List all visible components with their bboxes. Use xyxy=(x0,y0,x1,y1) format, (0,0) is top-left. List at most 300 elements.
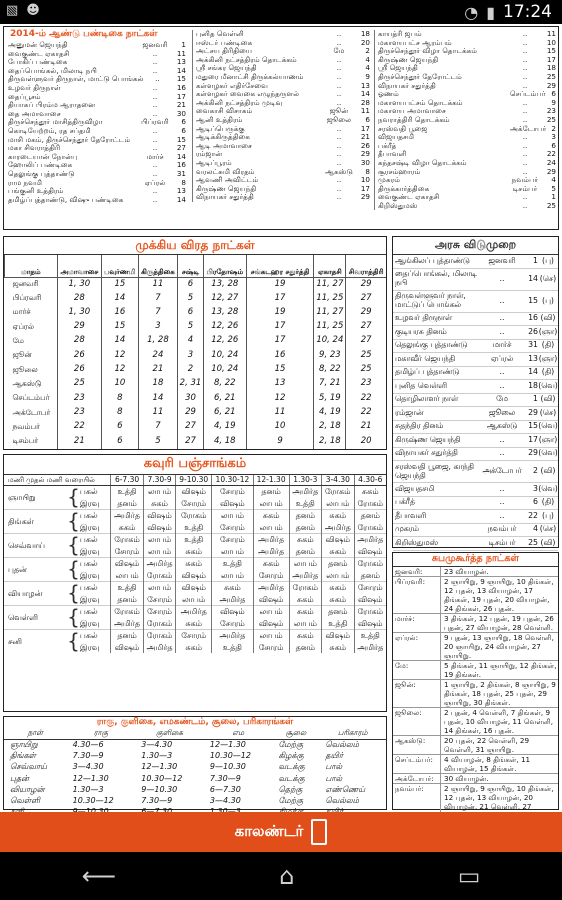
gowri-cell: லாபம் xyxy=(143,534,176,546)
gowri-cell: ரோகம் xyxy=(143,570,176,582)
vrata-cell: 9, 23 xyxy=(314,348,346,362)
gowri-cell: சுகம் xyxy=(253,558,289,570)
vrata-cell: 20 xyxy=(346,434,386,448)
gowri-cell: சுகம் xyxy=(322,510,355,522)
festival-day: 28 xyxy=(360,97,370,107)
status-bar xyxy=(0,0,562,24)
gowri-cell: லாபம் xyxy=(111,570,144,582)
festival-day: 6 xyxy=(551,89,556,99)
holiday-day: 4 xyxy=(533,524,538,534)
app-footer[interactable] xyxy=(0,812,562,852)
festival-month: .. xyxy=(522,140,528,150)
holiday-month: டிசம்பர் xyxy=(488,537,516,547)
vrata-cell: 29 xyxy=(346,306,386,320)
holiday-row xyxy=(393,269,558,291)
gowri-cell: சோரம் xyxy=(212,522,254,534)
gowri-cell: அமிர்த xyxy=(322,522,355,534)
muhurtham-dates: 2 புதன், 4 வெள்ளி, 7 திங்கள், 9 புதன், 10 வியாழன், 11 வெள்ளி, 14 திங்கள், 16 புதன். xyxy=(444,708,554,735)
vrata-cell: 16 xyxy=(101,306,138,320)
festival-name: ஹோலிப் பண்டிகை xyxy=(8,160,73,170)
rahu-cell: 1.30—3 xyxy=(72,784,104,794)
festival-name: சூரசம்ஹாரம் xyxy=(378,166,421,176)
festival-name: ரம்ஜான் xyxy=(196,149,223,159)
festival-day: 27 xyxy=(176,143,186,153)
gowri-period: இரவு xyxy=(79,522,100,532)
muhurtham-month: செப்டம்பர்: xyxy=(393,755,441,773)
festival-name: அக்கினி நட்சத்திரம் தொடக்கம் xyxy=(196,54,297,64)
festival-name: மகா சிவராத்திரி xyxy=(8,143,61,153)
vrata-cell: 11, 25 xyxy=(314,291,346,305)
festival-name: ஆடிப்பூரம் xyxy=(196,157,232,167)
gowri-slot: 4.30-6 xyxy=(354,475,386,486)
gowri-period: பகல் xyxy=(80,486,111,498)
brace-icon: { xyxy=(67,509,80,534)
brace-icon: { xyxy=(67,485,80,510)
holiday-month: அக்டோபர் xyxy=(482,466,522,476)
gowri-cell: ரோகம் xyxy=(354,558,386,570)
rahu-row xyxy=(4,784,386,795)
gowri-cell: விஷம் xyxy=(176,486,212,498)
vrata-cell: ஜூலை xyxy=(12,364,38,374)
festival-name: விஜயதசமி xyxy=(378,132,415,142)
vrata-header: பிரதோஷம் xyxy=(203,255,246,277)
gowri-cell: அமிர்த xyxy=(111,618,144,630)
gowri-cell: அமிர்த xyxy=(111,510,144,522)
festival-name: மதுரை மீனாட்சி திருக்கல்யாணம் xyxy=(196,71,304,81)
vrata-row xyxy=(5,306,387,320)
festival-name: திருக்கார்த்திகை xyxy=(378,183,430,193)
holiday-name: புனித வெள்ளி xyxy=(395,380,447,390)
festival-month: .. xyxy=(152,125,158,135)
gowri-period: பகல் xyxy=(80,606,111,618)
vrata-cell: 25 xyxy=(57,377,101,391)
gowri-cell: சோரம் xyxy=(176,498,212,510)
calendar-page[interactable] xyxy=(0,24,562,812)
gowri-cell: தனம் xyxy=(289,641,322,653)
vrata-cell: 22 xyxy=(346,391,386,405)
holiday-row xyxy=(393,510,558,524)
festival-day: 29 xyxy=(360,149,370,159)
festival-row xyxy=(196,193,370,202)
vrata-cell: 27 xyxy=(178,434,204,448)
festival-day: 29 xyxy=(360,192,370,202)
gowri-cell: லாபம் xyxy=(289,558,322,570)
rahu-cell: பால் xyxy=(325,773,343,783)
vrata-cell: 19 xyxy=(246,306,314,320)
festival-day: 17 xyxy=(360,183,370,193)
holiday-month: மார்ச் xyxy=(492,340,512,350)
gowri-cell: அமிர்த xyxy=(212,594,254,606)
vrata-cell: 12 xyxy=(101,348,138,362)
festival-name: ஆடிக்கிருத்திகை xyxy=(196,132,250,142)
festival-column-2 xyxy=(192,30,370,202)
holiday-row xyxy=(393,407,558,421)
festival-day: 17 xyxy=(176,91,186,101)
vrata-cell: 4 xyxy=(178,334,204,348)
holiday-weekday: (ஞா) xyxy=(538,434,558,444)
muhurtham-month: ஜூன்: xyxy=(393,680,441,707)
festival-name: தெலுங்கு புத்தாண்டு xyxy=(8,168,75,178)
vrata-cell: 27 xyxy=(178,420,204,434)
gowri-cell: ரோகம் xyxy=(111,534,144,546)
festival-day: 15 xyxy=(176,134,186,144)
vrata-cell: 3 xyxy=(178,348,204,362)
rahu-row xyxy=(4,773,386,784)
gowri-day: சனி xyxy=(4,630,67,654)
gowri-cell: தனம் xyxy=(111,498,144,510)
festival-day: 2 xyxy=(551,123,556,133)
festival-month: .. xyxy=(336,175,342,185)
holiday-month: .. xyxy=(499,483,505,493)
festival-day: 21 xyxy=(176,100,186,110)
holiday-row xyxy=(393,313,558,327)
holiday-name: விஜயதசமி xyxy=(395,483,435,493)
vrata-cell: 16 xyxy=(246,348,314,362)
gowri-cell: சுகம் xyxy=(289,594,322,606)
vrata-cell: மார்ச் xyxy=(12,307,31,317)
festival-name: வைகாசி விசாகம் xyxy=(196,106,253,116)
gowri-cell: லாபம் xyxy=(143,486,176,498)
holiday-name: சுதந்திர தினம் xyxy=(395,421,444,431)
festival-name: ஸ்ரீ சங்கர ஜெயந்தி xyxy=(196,63,257,73)
rahu-cell: 3—4.30 xyxy=(141,740,173,750)
gowri-cell: அமிர்த xyxy=(354,534,386,546)
gowri-cell: விஷம் xyxy=(253,618,289,630)
rahu-cell: வடக்கு xyxy=(278,762,305,772)
vrata-cell: ஜூன் xyxy=(12,350,32,360)
festival-name: கிருஷ்ண ஜெயந்தி xyxy=(196,183,257,193)
vrata-cell: 5 xyxy=(178,320,204,334)
holiday-month: .. xyxy=(499,367,505,377)
festival-month: .. xyxy=(522,192,528,202)
festival-month: செப்டம்பர் xyxy=(510,89,546,99)
holiday-month: .. xyxy=(499,326,505,336)
muhurtham-month: ஜனவரி: xyxy=(393,567,441,576)
holiday-name: விநாயகர் சதுர்த்தி xyxy=(395,448,458,458)
holiday-day: 2 xyxy=(533,466,538,476)
festival-month: .. xyxy=(522,132,528,142)
gowri-time-head: மணி முதல் மணி வரையில் xyxy=(4,475,111,486)
holiday-name: கிருஷ்ண ஜெயந்தி xyxy=(395,434,461,444)
festival-month: நவம்பர் xyxy=(511,175,539,185)
vrata-header: ஏகாதசி xyxy=(314,255,346,277)
festival-day: 25 xyxy=(546,200,556,210)
gowri-slot: 12-1.30 xyxy=(253,475,289,486)
vrata-cell: 17 xyxy=(246,320,314,334)
gowri-cell: லாபம் xyxy=(253,630,289,642)
vrata-row xyxy=(5,434,387,448)
gowri-period: பகல் xyxy=(80,630,111,642)
holiday-weekday: (வி) xyxy=(540,537,556,547)
gowri-cell: விஷம் xyxy=(143,522,176,534)
vrata-cell: 11 xyxy=(138,406,177,420)
holiday-name: தைப்பொங்கல், மிலாடி நபி xyxy=(395,269,477,287)
festival-day: 21 xyxy=(360,132,370,142)
gowri-cell: சுகம் xyxy=(143,498,176,510)
holiday-weekday: (ஞா) xyxy=(538,326,558,336)
festival-name: மாசி மகம், திருச்செந்தூர் தேரோட்டம் xyxy=(8,134,131,144)
holiday-weekday: (வி) xyxy=(540,313,556,323)
gowri-cell: சுகம் xyxy=(322,582,355,594)
festival-month: .. xyxy=(152,91,158,101)
vrata-cell: 10, 24 xyxy=(314,334,346,348)
gowri-cell: அமிர்த xyxy=(212,630,254,642)
android-icon: ☻ xyxy=(26,3,40,18)
gowri-cell: அமிர்த xyxy=(143,558,176,570)
rahu-cell: 4.30—6 xyxy=(72,740,104,750)
muhurtham-dates: 3 திங்கள், 12 புதன், 19 புதன், 26 புதன், 27 வியாழன், 28 வெள்ளி. xyxy=(444,614,554,632)
festival-month: .. xyxy=(152,186,158,196)
gowri-period: பகல் xyxy=(80,558,111,570)
holiday-title: அரசு விடுமுறை xyxy=(393,237,558,255)
muhurtham-row xyxy=(393,736,558,755)
holiday-day: 18 xyxy=(528,380,538,390)
muhurtham-row xyxy=(393,577,558,614)
gowri-cell: சுகம் xyxy=(212,582,254,594)
gowri-period: இரவு xyxy=(79,642,100,652)
gowri-cell: சோரம் xyxy=(111,546,144,558)
festival-name: புனித வெள்ளி xyxy=(196,29,244,38)
rahu-box xyxy=(3,716,387,810)
vrata-cell: 11 xyxy=(246,406,314,420)
brace-icon: { xyxy=(67,533,80,558)
vrata-cell: ஏப்ரல் xyxy=(12,321,35,331)
festival-name: பக்ரீத் xyxy=(378,140,397,150)
rahu-cell: 12—1.30 xyxy=(141,762,178,772)
festival-name: ஸ்ரீ ஜெயந்தி xyxy=(378,63,418,73)
festival-month: .. xyxy=(336,80,342,90)
vrata-cell: செப்டம்பர் xyxy=(12,393,50,403)
festival-name: மகாளய அமாவாசை xyxy=(378,106,447,116)
festival-month: .. xyxy=(152,65,158,75)
vrata-cell: 30 xyxy=(178,391,204,405)
gowri-cell: சோரம் xyxy=(212,486,254,498)
gowri-day: வியாழன் xyxy=(4,582,67,606)
festival-month: .. xyxy=(522,37,528,47)
gowri-row xyxy=(4,510,386,522)
festival-month: மார்ச் xyxy=(146,151,164,161)
holiday-day: 14 xyxy=(528,273,538,283)
gowri-cell: சுகம் xyxy=(253,510,289,522)
back-icon[interactable]: ⟵ xyxy=(81,862,117,890)
gowri-cell: சுகம் xyxy=(289,606,322,618)
rahu-cell: வியாழன் xyxy=(10,784,45,794)
festival-day: 29 xyxy=(546,80,556,90)
vrata-cell: 12, 26 xyxy=(203,334,246,348)
festival-month: .. xyxy=(336,89,342,99)
vrata-title: முக்கிய விரத நாட்கள் xyxy=(4,237,386,255)
holiday-weekday: (வெ) xyxy=(538,448,558,458)
gowri-cell: சோரம் xyxy=(253,641,289,653)
festival-name: விநாயகர் சதுர்த்தி xyxy=(378,80,436,90)
gowri-cell: ரோகம் xyxy=(289,582,322,594)
festival-box xyxy=(3,26,559,230)
festival-column-1 xyxy=(8,41,186,204)
vrata-cell: 9 xyxy=(246,434,314,448)
festival-month: ஜூன் xyxy=(329,106,349,116)
festival-day: 25 xyxy=(546,114,556,124)
gowri-cell: லாபம் xyxy=(253,522,289,534)
festival-name: விநாயகர் சதுர்த்தி xyxy=(196,192,254,202)
vrata-row xyxy=(5,277,387,291)
festival-day: 26 xyxy=(360,140,370,150)
festival-month: .. xyxy=(522,149,528,159)
gowri-day: செவ்வாய் xyxy=(4,534,67,558)
gowri-cell: உத்தி xyxy=(176,534,212,546)
vrata-cell: 4, 19 xyxy=(203,420,246,434)
holiday-day: 13 xyxy=(528,353,538,363)
festival-day: 14 xyxy=(176,151,186,161)
festival-month: .. xyxy=(155,74,160,84)
festival-name: வைகுண்ட ஏகாதசி xyxy=(8,48,70,58)
gowri-period: இரவு xyxy=(79,546,100,556)
vrata-cell: 26 xyxy=(57,348,101,362)
rahu-cell: மேற்கு xyxy=(278,740,304,750)
gowri-cell: சுகம் xyxy=(322,594,355,606)
gowri-cell: தனம் xyxy=(289,546,322,558)
vrata-cell: 29 xyxy=(346,277,386,291)
holiday-month: .. xyxy=(499,497,505,507)
gowri-cell: விஷம் xyxy=(111,641,144,653)
vrata-cell: மே xyxy=(12,336,24,346)
holiday-weekday: (பு) xyxy=(542,510,554,520)
muhurtham-row xyxy=(393,567,558,577)
gowri-cell: தனம் xyxy=(322,558,355,570)
festival-name: ஆனி உத்திரம் xyxy=(196,114,243,124)
holiday-weekday: (தி) xyxy=(541,367,555,377)
festival-row xyxy=(378,202,556,211)
festival-name: வைகுண்ட ஏகாதசி xyxy=(378,192,440,202)
rahu-cell: 12—1.30 xyxy=(72,773,109,783)
vrata-table xyxy=(4,255,386,449)
vrata-cell: 7 xyxy=(138,306,177,320)
festival-day: 18 xyxy=(546,63,556,73)
holiday-name: மகாவீர் ஜெயந்தி xyxy=(395,353,455,363)
festival-month: .. xyxy=(522,106,528,116)
festival-day: 14 xyxy=(176,65,186,75)
festival-name: காரடையான் நோன்பு xyxy=(8,151,78,161)
vrata-cell: 6 xyxy=(101,434,138,448)
gowri-cell: லாபம் xyxy=(212,546,254,558)
holiday-day: 15 xyxy=(528,295,538,305)
vrata-cell: 28 xyxy=(57,334,101,348)
festival-month: .. xyxy=(152,82,158,92)
vrata-cell: 21 xyxy=(346,420,386,434)
festival-day: 13 xyxy=(360,80,370,90)
rahu-cell: 12—1.30 xyxy=(209,740,246,750)
holiday-day: 26 xyxy=(528,326,538,336)
festival-day: 17 xyxy=(360,123,370,133)
festival-name: தியாகப் பிரம்ம ஆராதனை xyxy=(8,100,96,110)
rahu-cell: கிழக்கு xyxy=(278,751,304,761)
festival-day: 14 xyxy=(176,194,186,204)
vrata-cell: 6 xyxy=(178,277,204,291)
vrata-cell: டிசம்பர் xyxy=(12,436,39,446)
vrata-cell: 7 xyxy=(138,291,177,305)
holiday-name: தெலுங்கு புத்தாண்டு xyxy=(395,340,468,350)
gowri-day: திங்கள் xyxy=(4,510,67,534)
brace-icon: { xyxy=(67,629,80,654)
gowri-slot: 9-10.30 xyxy=(176,475,212,486)
rahu-cell: பால் xyxy=(325,762,343,772)
rahu-header: நாள் xyxy=(4,728,67,739)
gowri-cell: விஷம் xyxy=(354,594,386,606)
muhurtham-month: பிப்ரவரி: xyxy=(393,577,441,613)
festival-name: அனுமன் ஜெயந்தி xyxy=(8,40,68,49)
festival-month: .. xyxy=(336,183,342,193)
vrata-cell: 1, 28 xyxy=(138,334,177,348)
holiday-row xyxy=(393,434,558,448)
vrata-row xyxy=(5,363,387,377)
festival-day: 10 xyxy=(360,175,370,185)
rahu-cell: வெல்லம் xyxy=(325,740,360,750)
vrata-row xyxy=(5,334,387,348)
festival-name: திருச்செந்தூர் மாசித்திருவிழா xyxy=(8,117,103,127)
festival-row xyxy=(196,142,370,151)
festival-month: .. xyxy=(522,166,528,176)
recents-icon[interactable]: ▭ xyxy=(457,862,481,890)
gowri-cell: ரோகம் xyxy=(143,630,176,642)
vrata-cell: 25 xyxy=(346,348,386,362)
festival-month: .. xyxy=(336,97,342,107)
festival-name: கிறிஸ்துமஸ் xyxy=(378,200,418,210)
festival-day: 11 xyxy=(360,106,370,116)
vrata-cell: 11 xyxy=(138,277,177,291)
holiday-day: 3 xyxy=(533,483,538,493)
festival-month: .. xyxy=(152,134,158,144)
holiday-day: 1 xyxy=(533,394,538,404)
holiday-day: 31 xyxy=(528,340,538,350)
festival-day: 3 xyxy=(551,132,556,142)
vrata-header: கிருத்திகை xyxy=(138,255,177,277)
gowri-cell: சோரம் xyxy=(212,618,254,630)
festival-day: 11 xyxy=(176,48,186,58)
festival-day: 16 xyxy=(176,82,186,92)
gowri-period: இரவு xyxy=(79,618,100,628)
rahu-cell: 7.30—9 xyxy=(72,751,104,761)
gowri-cell: தனம் xyxy=(253,486,289,498)
nav-bar xyxy=(0,852,562,900)
festival-day: 8 xyxy=(365,166,370,176)
gowri-cell: சுகம் xyxy=(322,546,355,558)
gowri-cell: தனம் xyxy=(322,606,355,618)
muhurtham-dates: 5 திங்கள், 11 ஞாயிறு, 12 திங்கள், 19 திங்கள். xyxy=(444,661,557,679)
holiday-month: மே xyxy=(496,394,508,404)
festival-name: பங்குனி உத்திரம் xyxy=(8,186,64,196)
vrata-cell: 12, 26 xyxy=(203,320,246,334)
gowri-slot: 1.30-3 xyxy=(289,475,322,486)
gowri-cell: ரோகம் xyxy=(354,606,386,618)
vrata-cell: ஜனவரி xyxy=(12,279,39,289)
rahu-cell: மேற்கு xyxy=(278,795,304,805)
vrata-cell: 24 xyxy=(138,348,177,362)
gowri-cell: அமிர்த xyxy=(253,534,289,546)
holiday-row xyxy=(393,380,558,394)
gowri-row xyxy=(4,630,386,642)
vrata-cell: 10 xyxy=(101,377,138,391)
festival-day: 30 xyxy=(360,157,370,167)
holiday-day: 6 xyxy=(533,497,538,507)
gowri-cell: அமிர்த xyxy=(289,570,322,582)
festival-day: 17 xyxy=(546,54,556,64)
festival-name: கள்ளழகர் வைகை எழுந்தருளல் xyxy=(196,89,300,99)
gowri-cell: அமிர்த xyxy=(253,546,289,558)
vrata-cell: 3 xyxy=(138,320,177,334)
rahu-cell: புதன் xyxy=(10,773,29,783)
festival-month: பிப்ரவரி xyxy=(141,117,169,127)
gowri-cell: சுகம் xyxy=(176,558,212,570)
home-icon[interactable]: ⌂ xyxy=(279,862,295,890)
